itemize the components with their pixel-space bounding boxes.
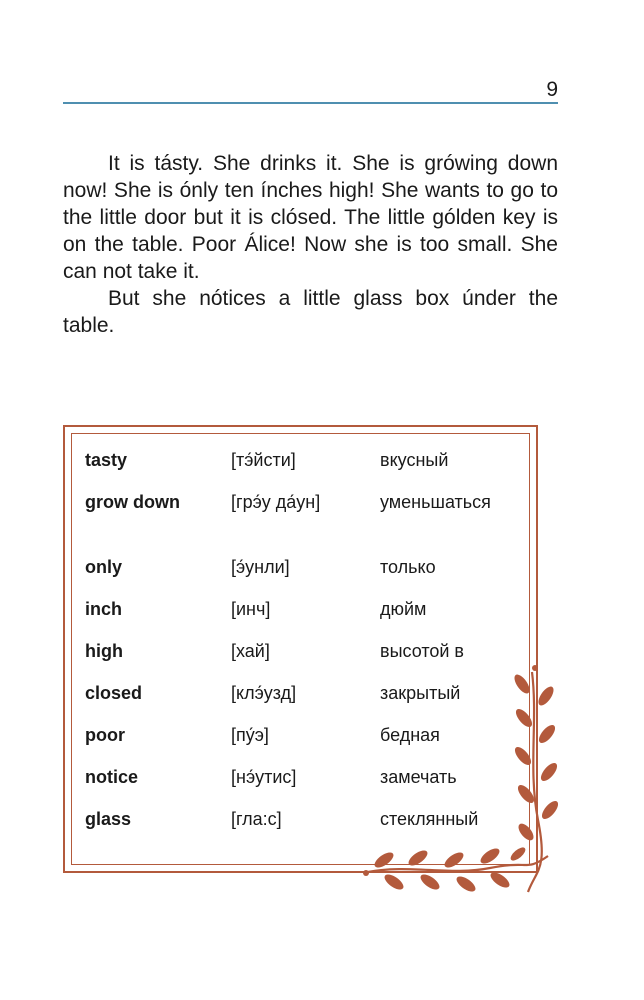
vocabulary-transcription: [нэ́утис] — [231, 767, 297, 787]
vocabulary-word: closed — [85, 683, 143, 703]
vocabulary-word: high — [85, 641, 123, 661]
vocabulary-row — [85, 556, 535, 598]
vocabulary-word: poor — [85, 725, 125, 745]
vocabulary-word: inch — [85, 599, 123, 619]
vocabulary-word: only — [85, 557, 123, 577]
page-number: 9 — [546, 78, 558, 101]
vocabulary-translation: закрытый — [380, 683, 461, 703]
story-paragraph-1: It is tásty. She drinks it. She is grówing down now! She is ónly ten ínches high! She wants to go to the little door but it is clósed. The little gólden key is on the table. Poor Álice! Now she is too small. She can not take it. — [63, 152, 558, 283]
vocabulary-translation: стеклянный — [380, 809, 479, 829]
story-paragraph-2: But she nótices a little glass box únder the table. — [63, 287, 558, 337]
vocabulary-word: tasty — [85, 450, 128, 470]
vocabulary-translation: дюйм — [380, 599, 427, 619]
vocabulary-transcription: [хай] — [231, 641, 270, 661]
vocabulary-translation: уменьшаться — [380, 492, 491, 512]
vocabulary-row — [85, 491, 535, 556]
vocabulary-word: grow down — [85, 492, 180, 512]
vocabulary-translation: высотой в — [380, 641, 464, 661]
vocabulary-transcription: [тэ́йсти] — [231, 450, 296, 470]
vocabulary-translation: бедная — [380, 725, 440, 745]
header-rule — [63, 102, 558, 104]
vocabulary-translation: вкусный — [380, 450, 449, 470]
vocabulary-transcription: [э́унли] — [231, 557, 290, 577]
vocabulary-transcription: [инч] — [231, 599, 271, 619]
story-text — [63, 150, 558, 339]
vocabulary-row — [85, 598, 535, 640]
vocabulary-transcription: [гла:с] — [231, 809, 282, 829]
vocabulary-transcription: [грэ́у да́ун] — [231, 492, 321, 512]
vocabulary-translation: замечать — [380, 767, 457, 787]
vocabulary-word: notice — [85, 767, 139, 787]
vocabulary-row — [85, 449, 535, 491]
vocabulary-translation: только — [380, 557, 436, 577]
vocabulary-transcription: [клэ́узд] — [231, 683, 297, 703]
leaf-ornament-icon — [360, 660, 570, 900]
vocabulary-word: glass — [85, 809, 132, 829]
vocabulary-transcription: [пу́э] — [231, 725, 269, 745]
